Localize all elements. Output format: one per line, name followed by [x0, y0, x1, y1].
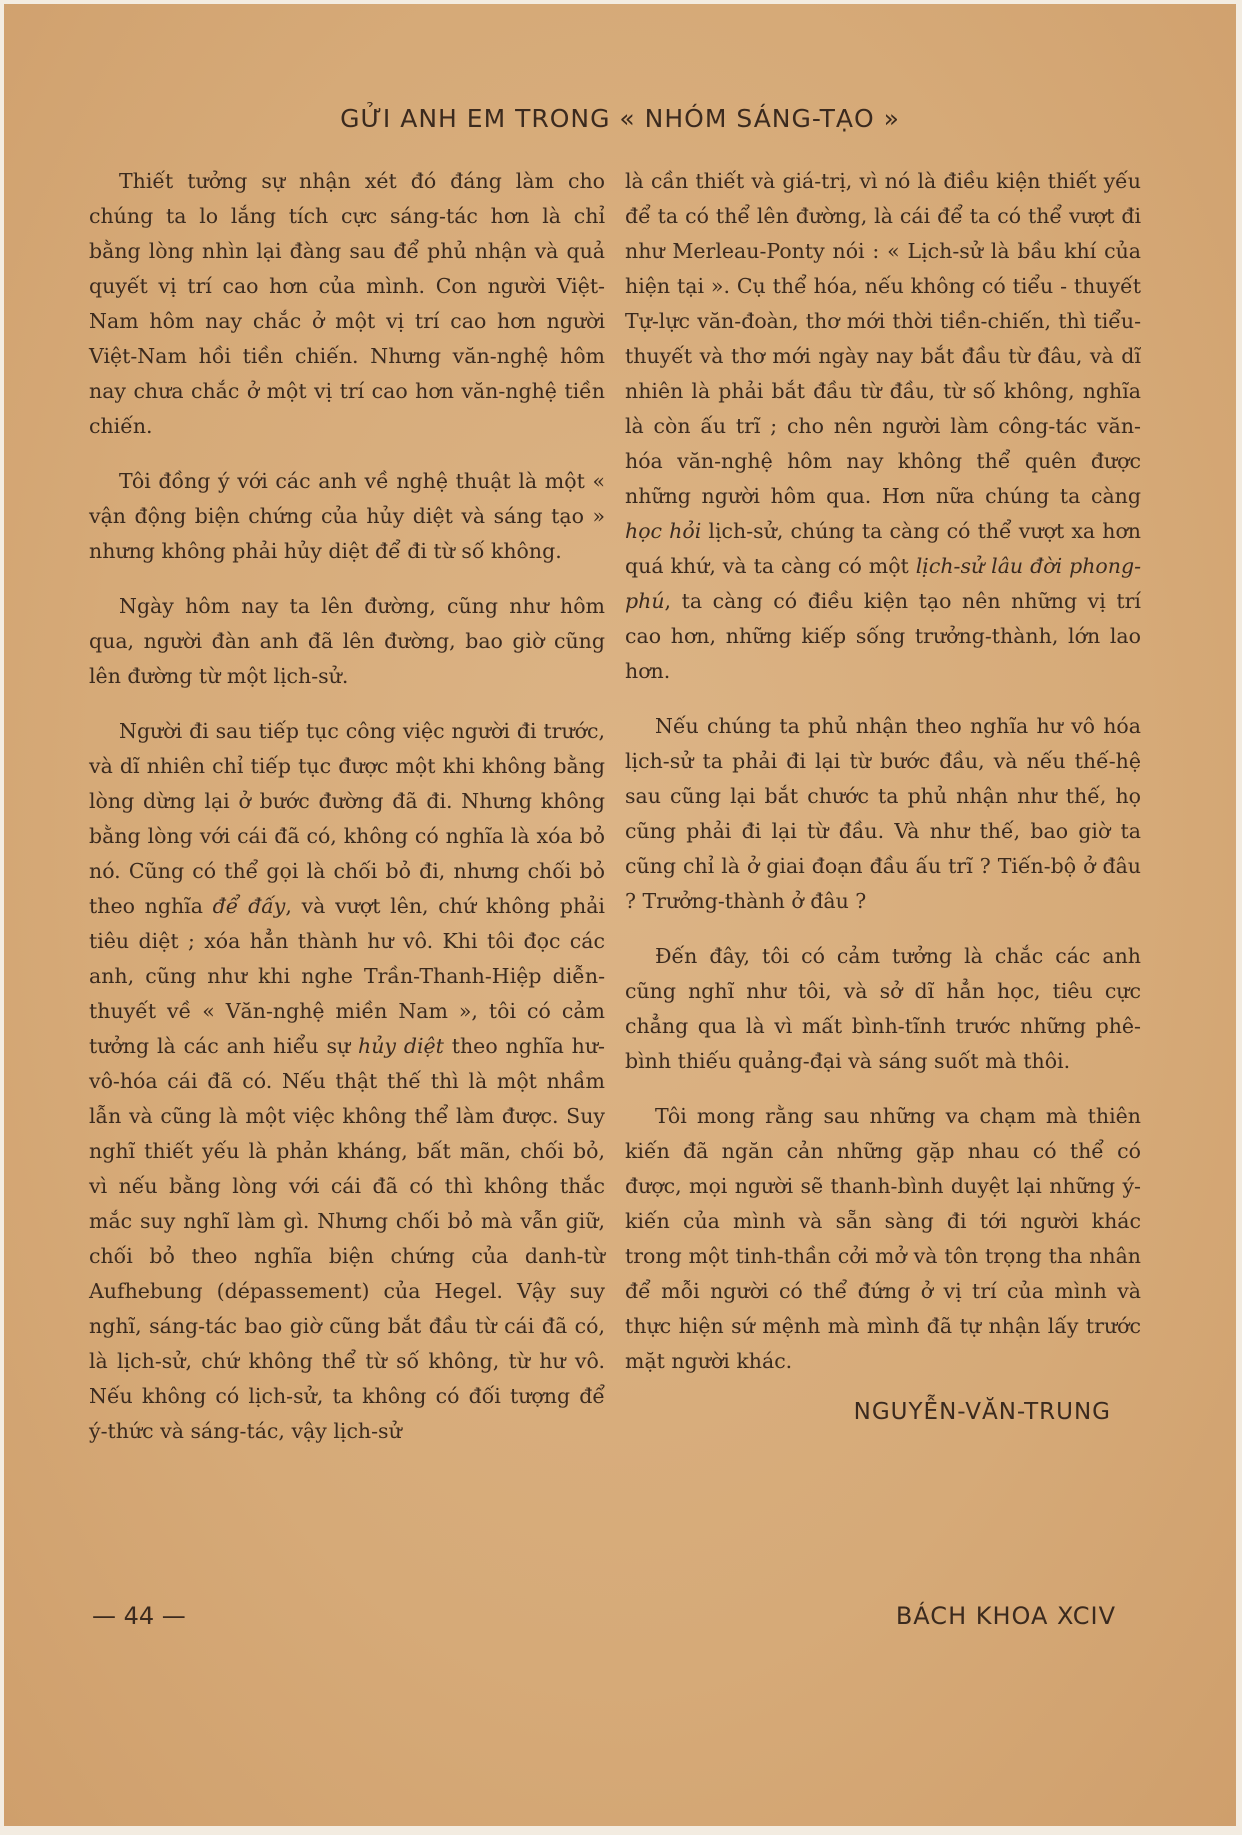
author-signature: NGUYỄN-VĂN-TRUNG: [853, 1399, 1111, 1425]
paragraph: [625, 164, 1141, 689]
text-run: , ta càng có điều kiện tạo nên những vị trí cao hơn, những kiếp sống trưởng-thành, lớn lao hơn.: [625, 589, 1141, 683]
text-run: , và vượt lên, chứ không phải tiêu diệt ; xóa hẳn thành hư vô. Khi tôi đọc các anh, cũng như khi nghe Trần-Thanh-Hiệp diễn-thuyết về « Văn-nghệ miền Nam », tôi có cảm tưởng là các anh hiểu sự: [89, 894, 605, 1058]
paragraph: Thiết tưởng sự nhận xét đó đáng làm cho chúng ta lo lắng tích cực sáng-tác hơn là chỉ bằng lòng nhìn lại đàng sau để phủ nhận và quả quyết vị trí cao hơn của mình. Con người Việt-Nam hôm nay chắc ở một vị trí cao hơn người Việt-Nam hồi tiền chiến. Nhưng văn-nghệ hôm nay chưa chắc ở một vị trí cao hơn văn-nghệ tiền chiến.: [89, 169, 605, 438]
text-run: Người đi sau tiếp tục công việc người đi trước, và dĩ nhiên chỉ tiếp tục được một khi không bằng lòng dừng lại ở bước đường đã đi. Nhưng không bằng lòng với cái đã có, không có nghĩa là xóa bỏ nó. Cũng có thể gọi là chối bỏ đi, nhưng chối bỏ theo nghĩa: [89, 719, 605, 918]
publication-name: BÁCH KHOA XCIV: [895, 1602, 1116, 1630]
italic-text: lịch-sử lâu đời phong-phú: [625, 554, 1141, 613]
italic-text: hủy diệt: [358, 1034, 444, 1058]
magazine-page: [4, 4, 1236, 1826]
text-run: theo nghĩa hư-vô-hóa cái đã có. Nếu thật thế thì là một nhầm lẫn và cũng là một việc không thể làm được. Suy nghĩ thiết yếu là phản kháng, bất mãn, chối bỏ, vì nếu bằng lòng với cái đã có thì không thắc mắc suy nghĩ làm gì. Nhưng chối bỏ mà vẫn giữ, chối bỏ theo nghĩa biện chứng của danh-từ Aufhebung (dépassement) của Hegel. Vậy suy nghĩ, sáng-tác bao giờ cũng bắt đầu từ cái đã có, là lịch-sử, chứ không thể từ số không, từ hư vô. Nếu không có lịch-sử, ta không có đối tượng để ý-thức và sáng-tác, vậy lịch-sử: [89, 1034, 605, 1443]
italic-text: học hỏi: [625, 519, 702, 543]
page-header: GỬI ANH EM TRONG « NHÓM SÁNG-TẠO »: [340, 104, 900, 133]
right-column: [625, 164, 1141, 1425]
paragraph: [89, 714, 605, 1449]
paragraph: Nếu chúng ta phủ nhận theo nghĩa hư vô hóa lịch-sử ta phải đi lại từ bước đầu, và nếu thế-hệ sau cũng lại bắt chước ta phủ nhận như thế, họ cũng phải đi lại từ đầu. Và như thế, bao giờ ta cũng chỉ là ở giai đoạn đầu ấu trĩ ? Tiến-bộ ở đâu ? Trưởng-thành ở đâu ?: [625, 714, 1141, 913]
paragraph: Đến đây, tôi có cảm tưởng là chắc các anh cũng nghĩ như tôi, và sở dĩ hẳn học, tiêu cực chẳng qua là vì mất bình-tĩnh trước những phê-bình thiếu quảng-đại và sáng suốt mà thôi.: [625, 944, 1141, 1073]
left-column: [89, 164, 605, 1469]
page-number: — 44 —: [92, 1602, 186, 1630]
text-run: lịch-sử, chúng ta càng có thể vượt xa hơn quá khứ, và ta càng có một: [625, 519, 1141, 578]
paragraph: Tôi đồng ý với các anh về nghệ thuật là một « vận động biện chứng của hủy diệt và sáng tạo » nhưng không phải hủy diệt để đi từ số không.: [89, 469, 605, 563]
paragraph: Tôi mong rằng sau những va chạm mà thiên kiến đã ngăn cản những gặp nhau có thể có được, mọi người sẽ thanh-bình duyệt lại những ý-kiến của mình và sẵn sàng đi tới người khác trong một tinh-thần cởi mở và tôn trọng tha nhân để mỗi người có thể đứng ở vị trí của mình và thực hiện sứ mệnh mà mình đã tự nhận lấy trước mặt người khác.: [625, 1104, 1141, 1373]
italic-text: để đấy: [212, 894, 286, 918]
text-run: là cần thiết và giá-trị, vì nó là điều kiện thiết yếu để ta có thể lên đường, là cái để ta có thể vượt đi như Merleau-Ponty nói : « Lịch-sử là bầu khí của hiện tại ». Cụ thể hóa, nếu không có tiểu - thuyết Tự-lực văn-đoàn, thơ mới thời tiền-chiến, thì tiểu-thuyết và thơ mới ngày nay bắt đầu từ đâu, và dĩ nhiên là phải bắt đầu từ đầu, từ số không, nghĩa là còn ấu trĩ ; cho nên người làm công-tác văn-hóa văn-nghệ hôm nay không thể quên được những người hôm qua. Hơn nữa chúng ta càng: [625, 169, 1141, 508]
paragraph: Ngày hôm nay ta lên đường, cũng như hôm qua, người đàn anh đã lên đường, bao giờ cũng lên đường từ một lịch-sử.: [89, 594, 605, 688]
